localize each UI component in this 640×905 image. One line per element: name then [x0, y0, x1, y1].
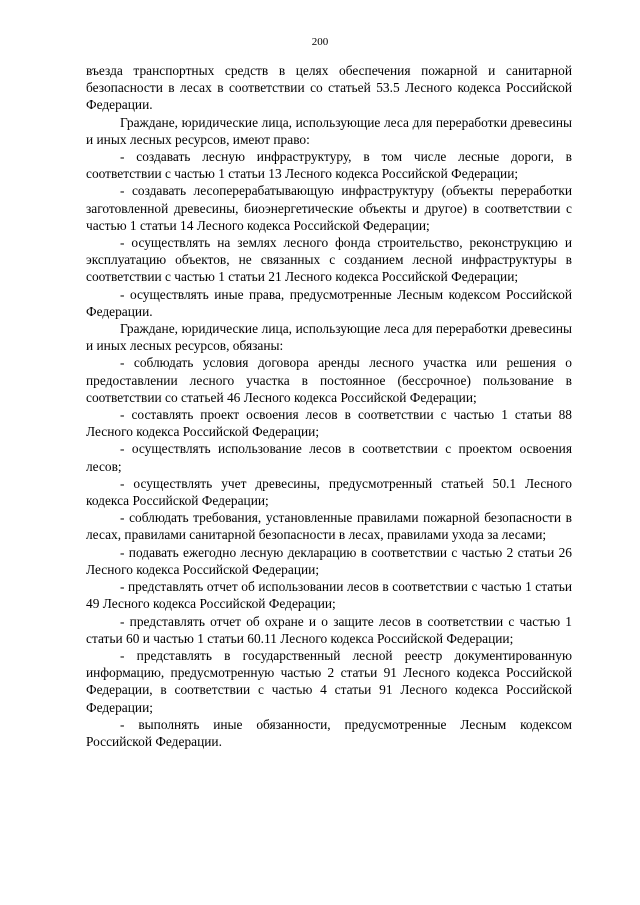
paragraph-duties-intro: Граждане, юридические лица, использующие леса для переработки древесины и иных лесных ресурсов, обязаны: — [86, 321, 572, 354]
page-number: 200 — [311, 36, 329, 48]
list-item-right-3: - осуществлять на землях лесного фонда строительство, реконструкцию и эксплуатацию объектов, не связанных с созданием лесной инфраструктуры в соответствии с частью 1 статьи 21 Лесного кодекса Российской Федерации; — [86, 235, 572, 285]
list-item-duty-6: - подавать ежегодно лесную декларацию в соответствии с частью 2 статьи 26 Лесного кодекса Российской Федерации; — [86, 544, 572, 577]
list-item-duty-2: - составлять проект освоения лесов в соответствии с частью 1 статьи 88 Лесного кодекса Российской Федерации; — [86, 407, 572, 440]
list-item-duty-9: - представлять в государственный лесной реестр документированную информацию, предусмотренную частью 2 статьи 91 Лесного кодекса Российской Федерации, в соответствии с частью 4 статьи 91 Лесного кодекса Российской Федерации; — [86, 647, 572, 715]
list-item-duty-5: - соблюдать требования, установленные правилами пожарной безопасности в лесах, правилами санитарной безопасности в лесах, правилами ухода за лесами; — [86, 510, 572, 543]
paragraph-continuation: въезда транспортных средств в целях обеспечения пожарной и санитарной безопасности в лесах в соответствии со статьей 53.5 Лесного кодекса Российской Федерации. — [86, 63, 572, 113]
list-item-duty-4: - осуществлять учет древесины, предусмотренный статьей 50.1 Лесного кодекса Российской Федерации; — [86, 475, 572, 509]
document-body — [86, 62, 572, 750]
list-item-duty-3: - осуществлять использование лесов в соответствии с проектом освоения лесов; — [86, 441, 572, 474]
paragraph-rights-intro: Граждане, юридические лица, использующие леса для переработки древесины и иных лесных ресурсов, имеют право: — [86, 114, 572, 147]
list-item-duty-7: - представлять отчет об использовании лесов в соответствии с частью 1 статьи 49 Лесного кодекса Российской Федерации; — [86, 579, 572, 612]
list-item-right-4: - осуществлять иные права, предусмотренные Лесным кодексом Российской Федерации. — [86, 286, 572, 319]
list-item-duty-8: - представлять отчет об охране и о защите лесов в соответствии с частью 1 статьи 60 и частью 1 статьи 60.11 Лесного кодекса Российской Федерации; — [86, 613, 572, 646]
list-item-right-2: - создавать лесоперерабатывающую инфраструктуру (объекты переработки заготовленной древесины, биоэнергетические объекты и другое) в соответствии с частью 1 статьи 14 Лесного кодекса Российской Федерации; — [86, 183, 572, 233]
list-item-duty-1: - соблюдать условия договора аренды лесного участка или решения о предоставлении лесного участка в постоянное (бессрочное) пользование в соответствии со статьей 46 Лесного кодекса Российской Федерации; — [86, 355, 572, 405]
list-item-duty-10: - выполнять иные обязанности, предусмотренные Лесным кодексом Российской Федерации. — [86, 716, 572, 749]
list-item-right-1: - создавать лесную инфраструктуру, в том числе лесные дороги, в соответствии с частью 1 статьи 13 Лесного кодекса Российской Федерации; — [86, 149, 572, 182]
